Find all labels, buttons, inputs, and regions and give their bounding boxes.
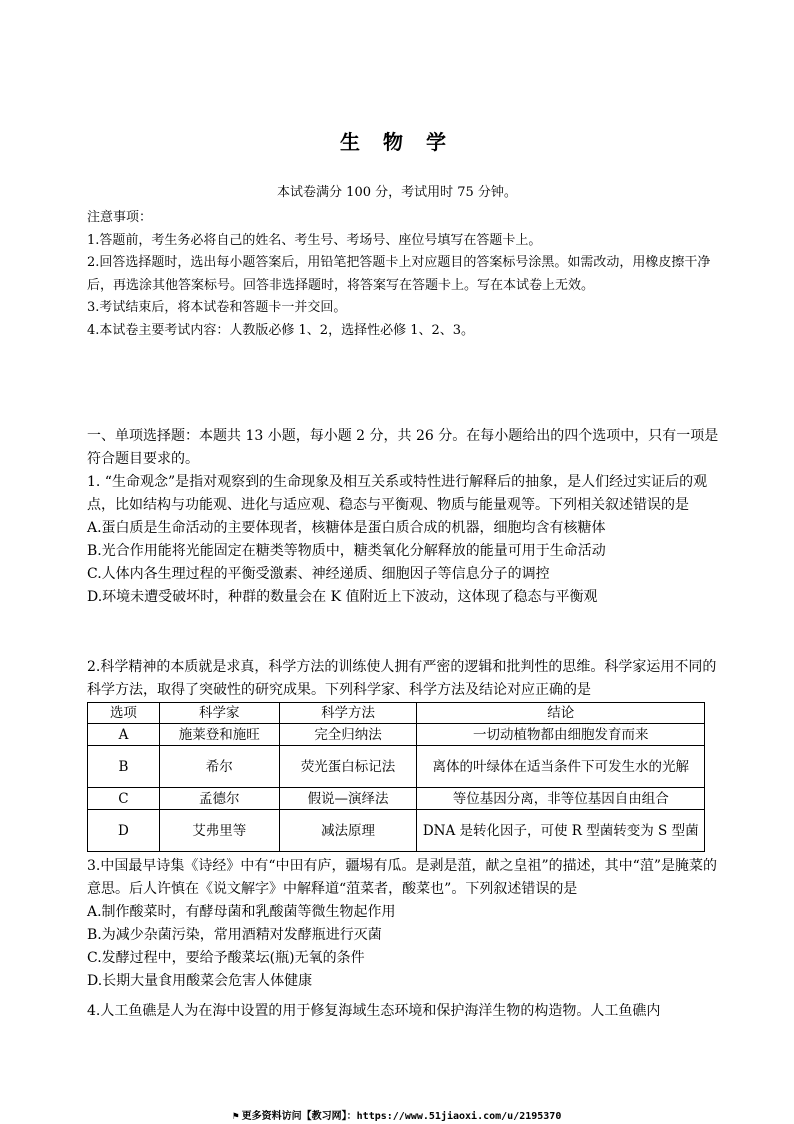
option-a: A.蛋白质是生命活动的主要体现者，核糖体是蛋白质合成的机器，细胞均含有核糖体 [87,520,606,536]
table-cell: 一切动植物都由细胞发育而来 [417,724,705,746]
table-cell: B [88,746,160,788]
table-cell: C [88,788,160,810]
note-item: 1.答题前，考生务必将自己的姓名、考生号、考场号、座位号填写在答题卡上。 [87,232,542,248]
question-3 [87,855,727,993]
table-cell: 假说—演绎法 [279,788,417,810]
exam-info: 本试卷满分 100 分，考试用时 75 分钟。 [277,185,517,200]
option-c: C.发酵过程中，要给予酸菜坛(瓶)无氧的条件 [87,950,365,966]
question-1 [87,471,727,609]
footer-link[interactable] [0,1107,794,1122]
option-a: A.制作酸菜时，有酵母菌和乳酸菌等微生物起作用 [87,904,396,920]
footer-text: 更多资料访问【教习网】：https://www.51jiaoxi.com/u/2195370 [241,1111,562,1122]
question-4 [87,1000,727,1023]
table-cell: 艾弗里等 [159,810,279,852]
table-cell: 减法原理 [279,810,417,852]
question-2-stem: 2.科学精神的本质就是求真，科学方法的训练使人拥有严密的逻辑和批判性的思维。科学家运用不同的科学方法，取得了突破性的研究成果。下列科学家、科学方法及结论对应正确的是 [87,659,717,698]
table-cell: 孟德尔 [159,788,279,810]
header-cell: 选项 [88,703,160,724]
header-cell: 科学方法 [279,703,417,724]
notes-header: 注意事项： [87,210,153,225]
table-row [88,810,705,852]
table-cell: 希尔 [159,746,279,788]
table-cell: 离体的叶绿体在适当条件下可发生水的光解 [417,746,705,788]
question-stem: 1. “生命观念”是指对观察到的生命现象及相互关系或特性进行解释后的抽象，是人们经过实证后的观点，比如结构与功能观、进化与适应观、稳态与平衡观、物质与能量观等。下列相关叙述错误的是 [87,474,708,513]
option-b: B.光合作用能将光能固定在糖类等物质中，糖类氧化分解释放的能量可用于生命活动 [87,543,606,559]
table-cell: 荧光蛋白标记法 [279,746,417,788]
table-cell: D [88,810,160,852]
option-b: B.为减少杂菌污染，常用酒精对发酵瓶进行灭菌 [87,927,382,943]
question-stem: 4.人工鱼礁是人为在海中设置的用于修复海域生态环境和保护海洋生物的构造物。人工鱼礁内 [87,1003,661,1019]
note-item: 2.回答选择题时，选出每小题答案后，用铅笔把答题卡上对应题目的答案标号涂黑。如需改动，用橡皮擦干净后，再选涂其他答案标号。回答非选择题时，将答案写在答题卡上。写在本试卷上无效。 [87,255,711,293]
table-cell: 施莱登和施旺 [159,724,279,746]
question-2-table [87,702,705,852]
table-row [88,788,705,810]
flag-icon: ⚑ [232,1111,239,1122]
table-cell: A [88,724,160,746]
page-title: 生 物 学 [340,130,454,154]
question-stem: 3.中国最早诗集《诗经》中有“中田有庐，疆埸有瓜。是剥是菹，献之皇祖”的描述，其中“菹”是腌菜的意思。后人许慎在《说文解字》中解释道“菹菜者，酸菜也”。下列叙述错误的是 [87,858,717,897]
table-cell: 等位基因分离，非等位基因自由组合 [417,788,705,810]
note-item: 4.本试卷主要考试内容：人教版必修 1、2，选择性必修 1、2、3。 [87,322,475,338]
section-heading: 一、单项选择题：本题共 13 小题，每小题 2 分，共 26 分。在每小题给出的四个选项中，只有一项是符合题目要求的。 [87,428,719,467]
option-d: D.环境未遭受破坏时，种群的数量会在 K 值附近上下波动，这体现了稳态与平衡观 [87,589,598,605]
table-header-row [88,703,705,724]
option-d: D.长期大量食用酸菜会危害人体健康 [87,973,313,989]
header-cell: 结论 [417,703,705,724]
table-cell: 完全归纳法 [279,724,417,746]
note-item: 3.考试结束后，将本试卷和答题卡一并交回。 [87,300,347,315]
header-cell: 科学家 [159,703,279,724]
option-c: C.人体内各生理过程的平衡受激素、神经递质、细胞因子等信息分子的调控 [87,566,550,582]
notes-section [87,207,727,342]
table-row [88,724,705,746]
table-cell: DNA 是转化因子，可使 R 型菌转变为 S 型菌 [417,810,705,852]
table-row [88,746,705,788]
